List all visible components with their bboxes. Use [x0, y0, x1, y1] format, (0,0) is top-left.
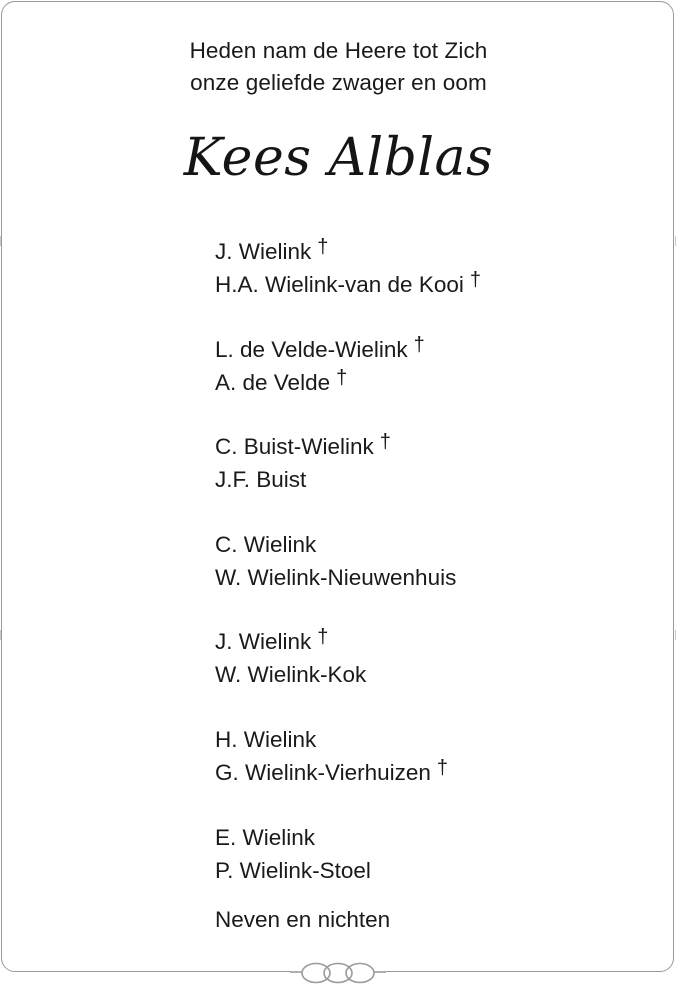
member-name: H. Wielink: [215, 726, 317, 752]
member-name: J. Wielink: [215, 239, 312, 264]
family-member: [215, 724, 655, 757]
edge-mark: [0, 630, 1, 640]
family-group: [215, 626, 655, 692]
family-member: [215, 529, 655, 562]
member-name: E. Wielink: [215, 824, 316, 850]
family-member: [215, 659, 655, 692]
family-group: [215, 334, 655, 400]
family-member: [215, 626, 655, 659]
edge-mark: [675, 236, 676, 246]
family-member: [215, 334, 655, 367]
member-name: C. Buist-Wielink: [215, 434, 374, 460]
member-name: J. Wielink: [215, 629, 312, 655]
member-name: H.A. Wielink-van de Kooi: [215, 272, 464, 297]
family-member: [215, 562, 655, 595]
member-name: G. Wielink-Vierhuizen: [215, 759, 431, 785]
family-member: [215, 367, 655, 400]
closing-line: Neven en nichten: [215, 907, 391, 932]
deceased-name: Kees Alblas: [183, 128, 494, 188]
cross-icon: †: [336, 366, 348, 389]
family-group: [215, 431, 655, 497]
family-member: [215, 431, 655, 464]
intro-line-2: onze geliefde zwager en oom: [190, 70, 487, 95]
intro-line-1: Heden nam de Heere tot Zich: [189, 38, 488, 63]
member-name: W. Wielink-Nieuwenhuis: [215, 564, 457, 590]
member-name: J.F. Buist: [215, 467, 307, 493]
member-name: A. de Velde: [215, 369, 331, 395]
interlinked-rings-ornament-icon: [290, 957, 386, 989]
cross-icon: †: [317, 236, 329, 258]
edge-mark: [675, 630, 676, 640]
cross-icon: †: [379, 431, 391, 454]
family-member: [215, 269, 655, 302]
family-member: [215, 236, 655, 269]
cross-icon: †: [436, 756, 449, 779]
intro-text: [0, 35, 677, 99]
family-member: [215, 855, 655, 888]
family-group: [215, 236, 655, 302]
edge-mark: [0, 236, 1, 246]
family-group: [215, 724, 655, 790]
family-list: [215, 236, 655, 919]
cross-icon: †: [413, 333, 425, 356]
member-name: L. de Velde-Wielink: [215, 336, 408, 362]
family-member: [215, 822, 655, 855]
family-member: [215, 464, 655, 497]
cross-icon: †: [317, 626, 329, 649]
family-group: [215, 822, 655, 888]
member-name: C. Wielink: [215, 531, 317, 557]
member-name: P. Wielink-Stoel: [215, 857, 371, 883]
family-member: [215, 757, 655, 790]
family-group: [215, 529, 655, 595]
cross-icon: †: [469, 269, 481, 291]
member-name: W. Wielink-Kok: [215, 662, 367, 688]
